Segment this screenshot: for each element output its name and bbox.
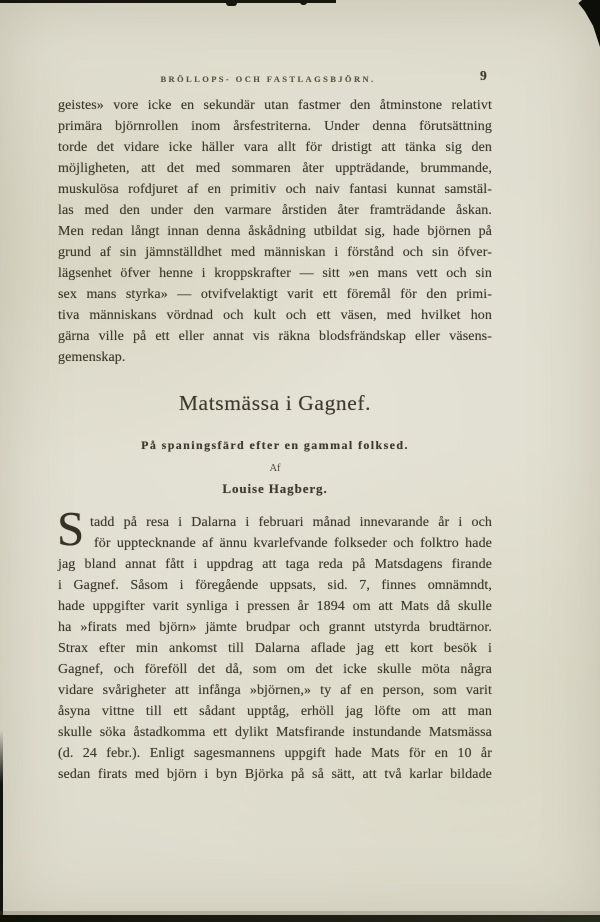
scan-edge-bottom: [0, 915, 600, 922]
page-number: 9: [480, 68, 487, 83]
scan-edge-top-nub: [300, 0, 307, 5]
scan-corner-artifact: [577, 0, 600, 47]
text-line: vidare svårigheter att infånga »björnen,» ty af en person, som varit: [58, 683, 492, 698]
scan-edge-top: [0, 0, 336, 3]
text-line: jag bland annat fått i uppdrag att taga reda på Matsdagens firande: [58, 557, 492, 572]
text-line: hade uppgifter varit synliga i pressen år 1894 om att Mats då skulle: [58, 599, 492, 614]
author-name: Louise Hagberg.: [222, 481, 328, 496]
article-title: Matsmässa i Gagnef.: [178, 391, 372, 415]
text-line: Men redan långt innan denna åskådning utbildat sig, hade björnen på: [58, 224, 492, 239]
drop-cap: S: [57, 501, 85, 556]
text-line: grund af sin jämnställdhet med människan i förstånd och sin öfver-: [58, 245, 492, 260]
text-line: torde det vidare icke häller vara allt för dristigt att tänka sig den: [58, 140, 492, 155]
scan-edge-left: [0, 730, 3, 922]
text-line: (d. 24 febr.). Enligt sagesmannens uppgift hade Mats för en 10 år: [58, 746, 492, 761]
text-line: Gagnef, och föreföll det då, som om det icke skulle möta några: [58, 662, 492, 677]
text-line: tiva människans vördnad och kult och ett väsen, med hvilket hon: [58, 308, 492, 323]
text-line: las med den under den varmare årstiden åter framträdande åskan.: [58, 203, 492, 218]
text-line: åsyna vittne till ett sådant upptåg, erhöll jag löfte om att man: [58, 704, 492, 719]
text-line: tadd på resa i Dalarna i februari månad innevarande år i och: [90, 515, 492, 530]
byline-prefix: Af: [269, 463, 281, 474]
text-line: sex mans styrka» — otvifvelaktigt varit ett föremål för den primi-: [58, 287, 492, 302]
text-line: lägsenhet öfver henne i kroppskrafter — sitt »en mans vett och sin: [58, 266, 492, 281]
text-line: möjligheten, att det med sommaren åter uppträdande, brummande,: [58, 161, 492, 176]
paragraph-body: [58, 512, 492, 785]
paragraph-continuation: [58, 95, 492, 368]
article-subtitle: På spaningsfärd efter en gammal folksed.: [141, 438, 409, 452]
text-line: i Gagnef. Såsom i föregående uppsats, sid. 7, finnes omnämndt,: [58, 578, 492, 593]
text-line: gärna ville på ett eller annat vis räkna blodsfrändskap eller väsens-: [58, 329, 492, 344]
text-line: ha »firats med björn» jämte brudpar och grannt utstyrda brudtärnor.: [58, 620, 492, 635]
text-line: geistes» vore icke en sekundär utan fastmer den åtminstone relativt: [58, 98, 492, 113]
text-line: skulle söka åstadkomma ett dylikt Matsfirande instundande Matsmässa: [58, 725, 492, 740]
text-line: sedan firats med björn i byn Björka på så sätt, att två karlar bildade: [58, 767, 492, 782]
text-line: Strax efter min ankomst till Dalarna aflade jag ett kort besök i: [58, 641, 492, 656]
text-line: för upptecknande af ännu kvarlefvande folkseder och folktro hade: [94, 536, 492, 551]
text-line: gemenskap.: [58, 350, 126, 365]
text-line: muskulösa rofdjuret af en primitiv och naiv fantasi kunnat samstäl-: [58, 182, 492, 197]
scan-edge-top-nub: [226, 0, 237, 6]
running-title: BRÖLLOPS- OCH FASTLAGSBJÖRN.: [160, 74, 376, 84]
text-line: primära björnrollen inom årsfestriterna. Under denna förutsättning: [58, 119, 492, 134]
